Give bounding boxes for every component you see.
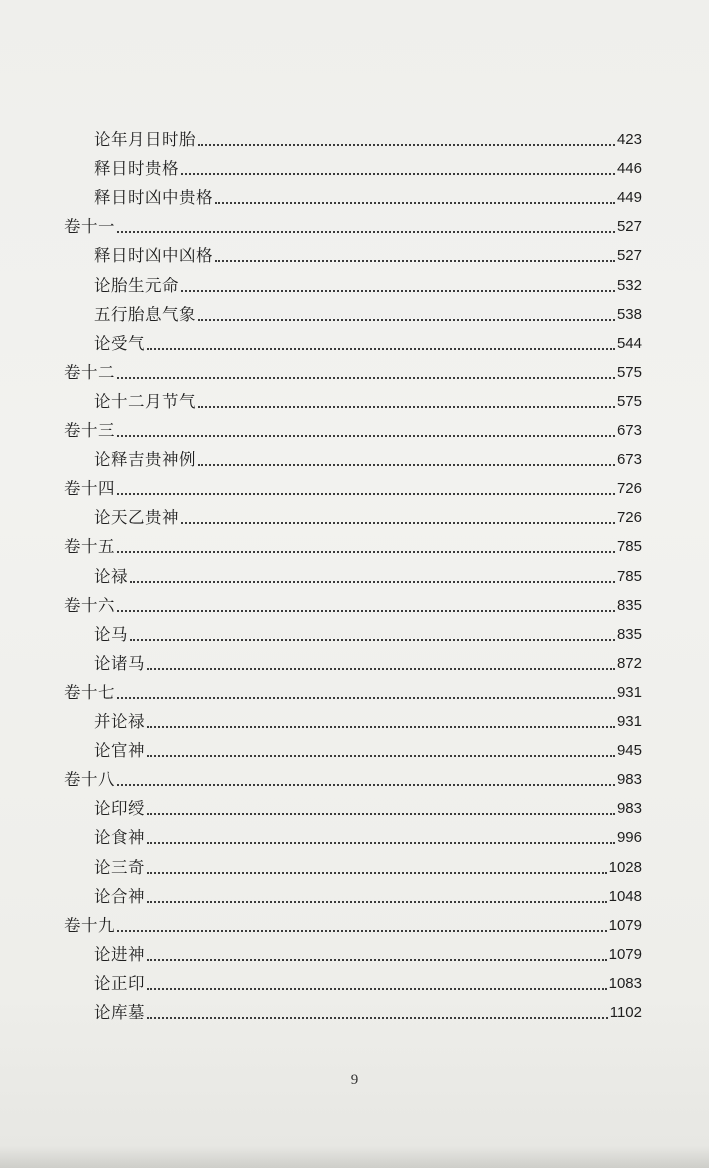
toc-entry-title: 论三奇 — [94, 857, 145, 877]
toc-entry-title: 卷十一 — [64, 217, 115, 237]
toc-volume-entry — [64, 531, 642, 557]
toc-entry — [94, 648, 642, 674]
toc-entry-title: 卷十八 — [64, 770, 115, 790]
toc-entry-page-number: 726 — [616, 509, 642, 527]
dot-leader — [117, 541, 615, 553]
toc-entry-title: 五行胎息气象 — [94, 304, 196, 324]
dot-leader — [117, 483, 615, 495]
toc-volume-entry — [64, 590, 642, 616]
dot-leader — [198, 454, 615, 466]
dot-leader — [147, 949, 607, 961]
dot-leader — [198, 309, 615, 321]
toc-entry — [94, 240, 642, 266]
toc-entry-title: 论禄 — [94, 566, 128, 586]
toc-entry — [94, 561, 642, 587]
dot-leader — [117, 920, 607, 932]
toc-entry-page-number: 835 — [616, 596, 642, 614]
toc-entry-page-number: 945 — [616, 742, 642, 760]
toc-entry-page-number: 673 — [616, 422, 642, 439]
dot-leader — [147, 978, 607, 990]
dot-leader — [117, 687, 615, 699]
toc-entry-page-number: 872 — [616, 654, 642, 672]
toc-entry-page-number: 785 — [616, 538, 642, 556]
toc-volume-entry — [64, 415, 642, 441]
toc-entry — [94, 881, 642, 907]
toc-entry-title: 卷十九 — [64, 915, 115, 935]
toc-entry — [94, 502, 642, 528]
dot-leader — [181, 280, 615, 292]
toc-entry-title: 论胎生元命 — [94, 275, 179, 295]
toc-entry — [94, 852, 642, 878]
toc-entry-page-number: 449 — [616, 189, 642, 207]
toc-entry-page-number: 931 — [616, 683, 642, 701]
toc-entry-title: 论释吉贵神例 — [94, 450, 196, 470]
toc-entry-title: 论正印 — [94, 973, 145, 993]
toc-entry — [94, 182, 642, 208]
toc-entry-title: 论天乙贵神 — [94, 508, 179, 528]
toc-entry — [94, 939, 642, 965]
toc-entry-title: 论受气 — [94, 333, 145, 353]
toc-entry — [94, 124, 642, 150]
toc-entry-page-number: 527 — [616, 247, 642, 265]
dot-leader — [117, 221, 615, 233]
toc-entry-page-number: 996 — [616, 829, 642, 847]
toc-entry-page-number: 1079 — [608, 945, 642, 963]
toc-entry-title: 论印绶 — [94, 799, 145, 819]
dot-leader — [147, 1007, 608, 1019]
toc-entry-title: 论马 — [94, 624, 128, 644]
dot-leader — [147, 338, 615, 350]
dot-leader — [117, 425, 615, 437]
dot-leader — [147, 658, 615, 670]
toc-entry-title: 论官神 — [94, 741, 145, 761]
toc-entry — [94, 299, 642, 325]
toc-volume-entry — [64, 764, 642, 790]
dot-leader — [181, 163, 615, 175]
toc-entry — [94, 968, 642, 994]
toc-entry — [94, 619, 642, 645]
toc-entry-page-number: 1102 — [609, 1004, 642, 1021]
dot-leader — [198, 134, 615, 146]
toc-entry-page-number: 726 — [616, 480, 642, 498]
toc-volume-entry — [64, 357, 642, 383]
toc-entry-title: 卷十六 — [64, 595, 115, 615]
toc-volume-entry — [64, 211, 642, 237]
toc-entry-title: 论合神 — [94, 886, 145, 906]
dot-leader — [147, 803, 615, 815]
toc-entry — [94, 822, 642, 848]
toc-entry — [94, 328, 642, 354]
toc-entry-title: 并论禄 — [94, 712, 145, 731]
toc-entry-title: 释日时贵格 — [94, 159, 179, 179]
toc-volume-entry — [64, 910, 642, 936]
toc-entry-title: 卷十四 — [64, 479, 115, 499]
toc-entry-page-number: 575 — [616, 392, 642, 410]
toc-entry-page-number: 931 — [616, 713, 642, 730]
toc-entry-page-number: 1048 — [608, 887, 642, 905]
toc-entry-title: 卷十七 — [64, 682, 115, 702]
toc-entry-page-number: 835 — [616, 625, 642, 643]
toc-entry-title: 论食神 — [94, 828, 145, 848]
toc-entry-title: 论进神 — [94, 944, 145, 964]
toc-entry — [94, 444, 642, 470]
toc-entry-title: 论库墓 — [94, 1003, 145, 1022]
toc-volume-entry — [64, 473, 642, 499]
dot-leader — [117, 367, 615, 379]
toc-entry-page-number: 983 — [616, 800, 642, 818]
toc-entry-page-number: 544 — [616, 334, 642, 352]
dot-leader — [147, 862, 607, 874]
toc-entry-title: 释日时凶中贵格 — [94, 188, 213, 208]
page-number: 9 — [350, 1072, 359, 1088]
dot-leader — [147, 716, 615, 728]
dot-leader — [198, 396, 615, 408]
dot-leader — [117, 774, 615, 786]
toc-entry-title: 论年月日时胎 — [94, 130, 196, 149]
dot-leader — [130, 629, 615, 641]
toc-entry-page-number: 423 — [616, 131, 642, 148]
toc-entry-title: 卷十三 — [64, 421, 115, 440]
dot-leader — [147, 832, 615, 844]
toc-entry-title: 卷十五 — [64, 537, 115, 557]
toc-entry — [94, 997, 642, 1023]
toc-entry-page-number: 673 — [616, 451, 642, 469]
toc-volume-entry — [64, 677, 642, 703]
toc-entry-page-number: 527 — [616, 218, 642, 236]
toc-entry — [94, 153, 642, 179]
toc-entry — [94, 270, 642, 296]
dot-leader — [181, 512, 615, 524]
dot-leader — [117, 600, 615, 612]
toc-entry — [94, 793, 642, 819]
dot-leader — [215, 250, 615, 262]
toc-entry-page-number: 983 — [616, 771, 642, 789]
toc-entry-page-number: 785 — [616, 567, 642, 585]
toc-entry-title: 卷十二 — [64, 362, 115, 382]
toc-entry-title: 论十二月节气 — [94, 391, 196, 411]
dot-leader — [147, 745, 615, 757]
dot-leader — [130, 571, 615, 583]
toc-entry — [94, 386, 642, 412]
dot-leader — [215, 192, 615, 204]
toc-entry-page-number: 1083 — [608, 974, 642, 992]
toc-entry-title: 论诸马 — [94, 653, 145, 673]
toc-entry-page-number: 1079 — [608, 916, 642, 934]
toc-entry-page-number: 532 — [616, 276, 642, 294]
toc-entry-title: 释日时凶中凶格 — [94, 246, 213, 266]
toc-entry-page-number: 1028 — [608, 858, 642, 876]
toc-entry — [94, 735, 642, 761]
toc-entry — [94, 706, 642, 732]
toc-entry-page-number: 575 — [616, 363, 642, 381]
toc-entry-page-number: 538 — [616, 305, 642, 323]
dot-leader — [147, 891, 607, 903]
toc-entry-page-number: 446 — [616, 160, 642, 178]
